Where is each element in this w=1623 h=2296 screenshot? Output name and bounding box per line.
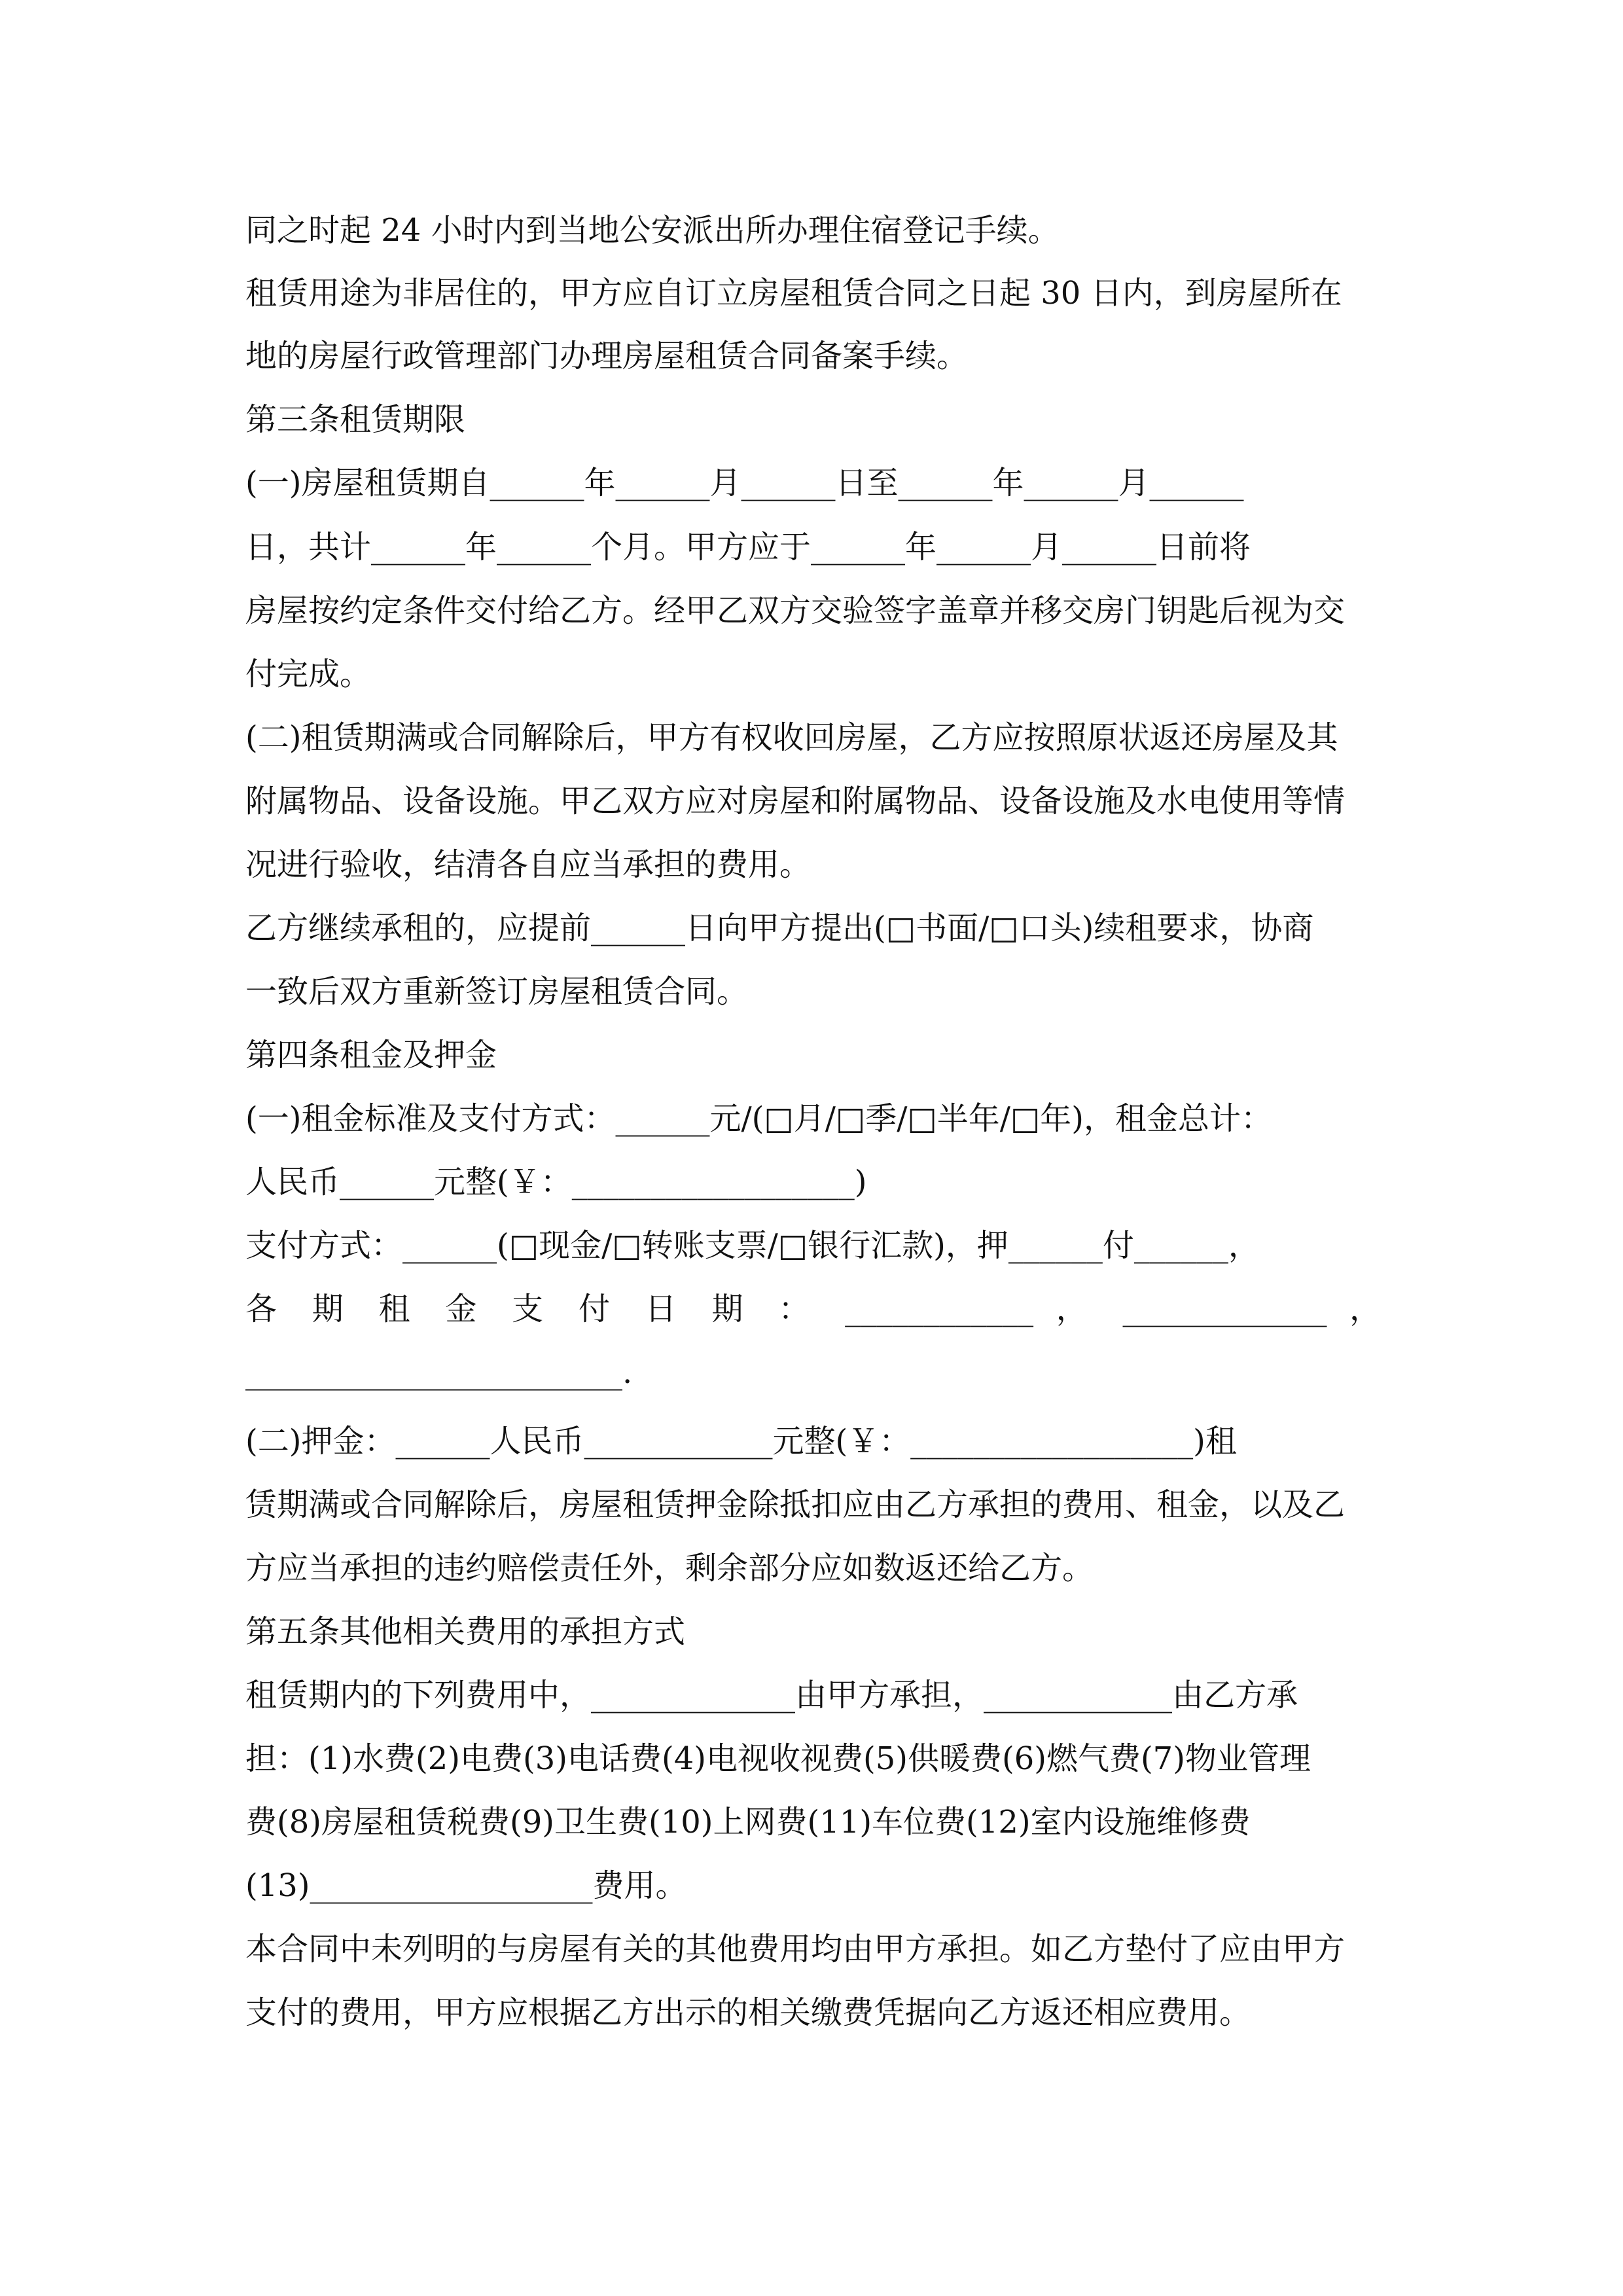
text-line: 付完成。 xyxy=(245,656,372,692)
text-line: 地的房屋行政管理部门办理房屋租赁合同备案手续。 xyxy=(245,338,969,374)
text-line: (一)租金标准及支付方式：______元/(□月/□季/□半年/□年)，租金总计： xyxy=(245,1100,1273,1137)
text-line: 方应当承担的违约赔偿责任外，剩余部分应如数返还给乙方。 xyxy=(245,1550,1094,1587)
text-line: 况进行验收，结清各自应当承担的费用。 xyxy=(245,846,812,883)
text-line: 本合同中未列明的与房屋有关的其他费用均由甲方承担。如乙方垫付了应由甲方 xyxy=(245,1931,1346,1967)
text-line: 一致后双方重新签订房屋租赁合同。 xyxy=(245,973,749,1010)
text-line: 租赁用途为非居住的，甲方应自订立房屋租赁合同之日起 30 日内，到房屋所在 xyxy=(245,275,1342,312)
text-line: 日，共计______年______个月。甲方应于______年______月______日前将 xyxy=(245,529,1251,565)
text-line: (13)__________________费用。 xyxy=(245,1867,687,1904)
text-line: 租赁期内的下列费用中，_____________由甲方承担，____________由乙方承 xyxy=(245,1677,1298,1713)
text-line: (二)押金：______人民币____________元整(￥：__________________)租 xyxy=(245,1423,1237,1460)
text-line: 支付的费用，甲方应根据乙方出示的相关缴费凭据向乙方返还相应费用。 xyxy=(245,1994,1251,2031)
text-line: 支付方式：______(□现金/□转账支票/□银行汇款)，押______付______， xyxy=(245,1227,1260,1264)
text-line: 乙方继续承租的，应提前______日向甲方提出(□书面/□口头)续租要求，协商 xyxy=(245,910,1314,946)
section-heading: 第三条租赁期限 xyxy=(245,401,466,438)
text-line: (一)房屋租赁期自______年______月______日至______年______月______ xyxy=(245,465,1244,501)
text-line: 同之时起 24 小时内到当地公安派出所办理住宿登记手续。 xyxy=(245,212,1060,249)
text-line: 人民币______元整(￥：__________________) xyxy=(245,1164,867,1200)
text-line: 房屋按约定条件交付给乙方。经甲乙双方交验签字盖章并移交房门钥匙后视为交 xyxy=(245,592,1346,629)
text-line: 费(8)房屋租赁税费(9)卫生费(10)上网费(11)车位费(12)室内设施维修费 xyxy=(245,1804,1251,1840)
section-heading: 第五条其他相关费用的承担方式 xyxy=(245,1613,686,1650)
text-line: 担：(1)水费(2)电费(3)电话费(4)电视收视费(5)供暖费(6)燃气费(7)物业管理 xyxy=(245,1740,1311,1777)
text-line: 各 期 租 金 支 付 日 期 ： ____________ ， _____________ ， xyxy=(245,1291,1381,1327)
section-heading: 第四条租金及押金 xyxy=(245,1037,497,1073)
text-line: (二)租赁期满或合同解除后，甲方有权收回房屋，乙方应按照原状返还房屋及其 xyxy=(245,719,1338,756)
text-line: 赁期满或合同解除后，房屋租赁押金除抵扣应由乙方承担的费用、租金，以及乙 xyxy=(245,1486,1346,1523)
text-line: 附属物品、设备设施。甲乙双方应对房屋和附属物品、设备设施及水电使用等情 xyxy=(245,783,1346,819)
text-line: ________________________. xyxy=(245,1354,633,1391)
